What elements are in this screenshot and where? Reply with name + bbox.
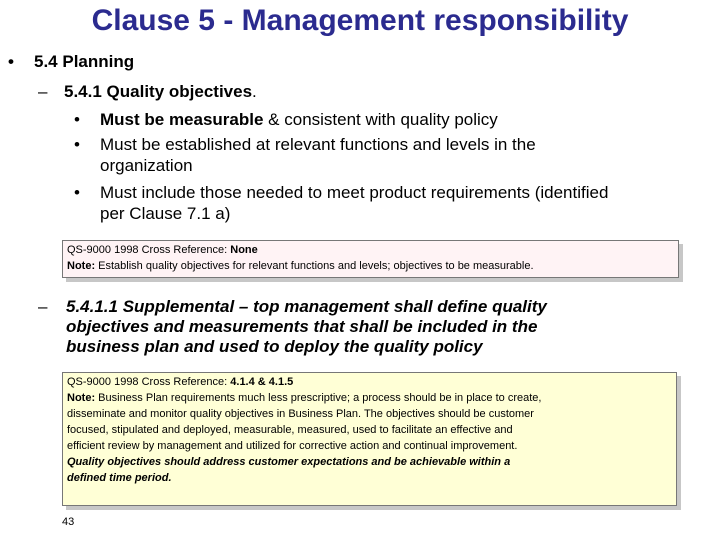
bullet-icon: • [74, 183, 80, 202]
list-item [74, 110, 498, 130]
list-item-text: Must be established at relevant functions and levels in the [100, 135, 536, 154]
cross-reference-value: None [230, 244, 258, 256]
note-text: focused, stipulated and deployed, measurable, measured, used to facilitate an effective and [67, 424, 513, 436]
bullet-icon: • [8, 52, 14, 71]
page-number: 43 [62, 516, 75, 528]
cross-reference-line [67, 374, 672, 390]
cross-reference-label: QS-9000 1998 Cross Reference: [67, 244, 231, 256]
note-line [67, 390, 672, 406]
cross-reference-line [67, 242, 674, 258]
bullet-icon: • [74, 110, 80, 129]
dash-icon: – [38, 82, 48, 101]
note-text: Business Plan requirements much less prescriptive; a process should be in place to create, [95, 392, 542, 404]
note-text: Establish quality objectives for relevant functions and levels; objectives to be measurable. [95, 260, 534, 272]
supplemental-line: 5.4.1.1 Supplemental – top management shall define quality [66, 297, 547, 316]
supplemental-line: business plan and used to deploy the quality policy [66, 337, 483, 356]
note-label: Note: [67, 260, 96, 272]
planning-heading [8, 52, 134, 72]
emphasis-text: defined time period. [67, 472, 172, 484]
note-text: disseminate and monitor quality objectives in Business Plan. The objectives should be customer [67, 408, 534, 420]
dash-icon: – [38, 297, 48, 316]
note-line [67, 258, 674, 274]
bullet-icon: • [74, 135, 80, 154]
list-item [74, 183, 608, 203]
quality-objectives-label-end: . [252, 82, 257, 101]
quality-objectives-heading [38, 82, 257, 102]
cross-reference-box [62, 240, 679, 278]
cross-reference-box [62, 372, 677, 506]
cross-reference-value: 4.1.4 & 4.1.5 [230, 376, 294, 388]
cross-reference-label: QS-9000 1998 Cross Reference: [67, 376, 231, 388]
list-item-text: & consistent with quality policy [263, 110, 498, 129]
supplemental-line: objectives and measurements that shall be included in the [66, 317, 538, 336]
quality-objectives-label: 5.4.1 Quality objectives [64, 82, 253, 101]
list-item-bold: Must be measurable [100, 110, 264, 129]
page-title: Clause 5 - Management responsibility [91, 4, 629, 37]
list-item-text: Must include those needed to meet product requirements (identified [100, 183, 609, 202]
note-label: Note: [67, 392, 96, 404]
supplemental-heading [38, 297, 678, 357]
note-text: efficient review by management and utilized for corrective action and continual improvement. [67, 440, 518, 452]
emphasis-text: Quality objectives should address customer expectations and be achievable within a [67, 456, 511, 468]
list-item-continuation: organization [100, 156, 193, 175]
list-item [74, 135, 536, 155]
list-item-continuation: per Clause 7.1 a) [100, 204, 231, 223]
planning-label: 5.4 Planning [34, 52, 135, 71]
